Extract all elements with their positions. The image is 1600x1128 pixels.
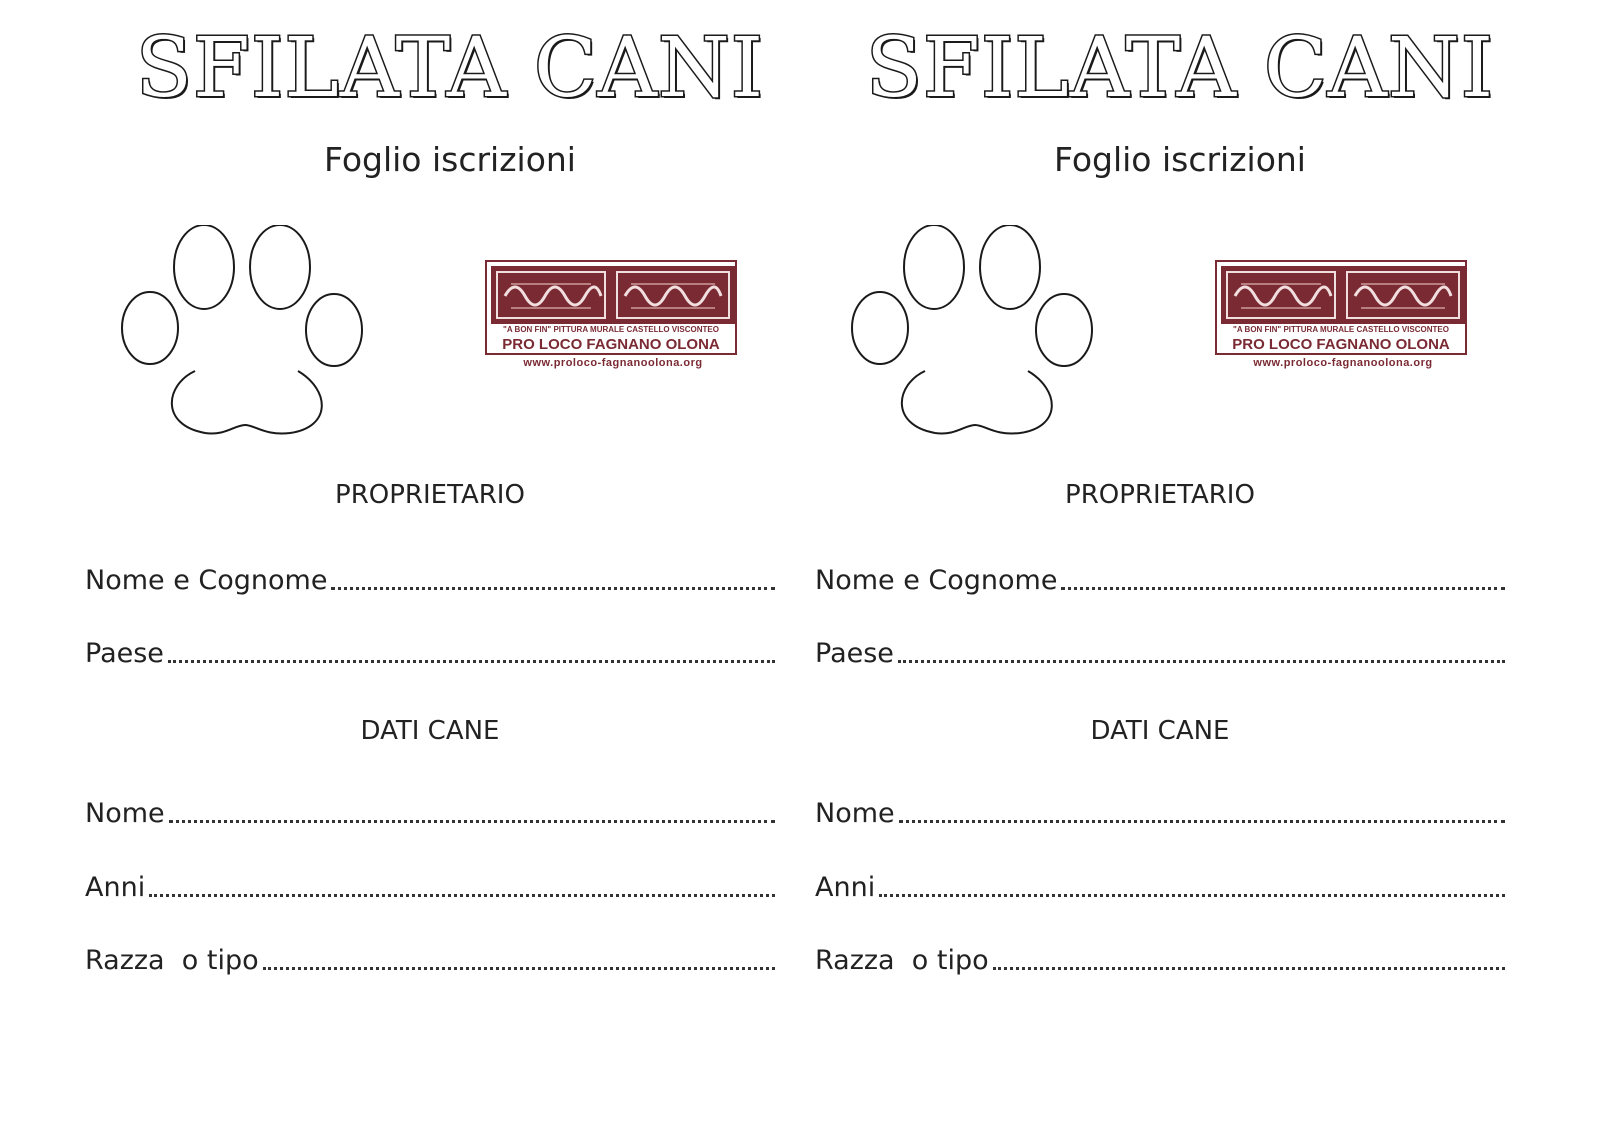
dotted-line bbox=[263, 967, 775, 970]
dog-age-field[interactable] bbox=[815, 865, 1505, 901]
field-label: Paese bbox=[815, 638, 894, 669]
logo-artwork bbox=[1221, 266, 1465, 324]
field-label: Nome e Cognome bbox=[85, 565, 328, 596]
paw-print-icon bbox=[120, 225, 370, 445]
dotted-line bbox=[993, 967, 1505, 970]
field-label: Razza o tipo bbox=[815, 945, 989, 976]
logo-tagline: "A BON FIN" PITTURA MURALE CASTELLO VISCONTEO bbox=[503, 325, 719, 334]
field-label: Nome bbox=[85, 798, 165, 829]
registration-form-left bbox=[80, 0, 820, 1100]
dotted-line bbox=[899, 820, 1505, 823]
form-title: SFILATA CANI bbox=[135, 21, 765, 116]
pro-loco-logo bbox=[1215, 260, 1471, 380]
owner-name-field[interactable] bbox=[85, 558, 775, 594]
dotted-line bbox=[898, 660, 1505, 663]
dotted-line bbox=[149, 894, 775, 897]
owner-name-field[interactable] bbox=[815, 558, 1505, 594]
dotted-line bbox=[168, 660, 775, 663]
field-label: Nome bbox=[815, 798, 895, 829]
logo-url: www.proloco-fagnanoolona.org bbox=[523, 357, 703, 369]
pro-loco-logo bbox=[485, 260, 741, 380]
logo-name: PRO LOCO FAGNANO OLONA bbox=[1232, 336, 1450, 353]
dog-breed-field[interactable] bbox=[815, 938, 1505, 974]
owner-town-field[interactable] bbox=[815, 631, 1505, 667]
field-label: Paese bbox=[85, 638, 164, 669]
logo-name: PRO LOCO FAGNANO OLONA bbox=[502, 336, 720, 353]
dotted-line bbox=[331, 587, 775, 590]
dotted-line bbox=[1061, 587, 1505, 590]
dog-age-field[interactable] bbox=[85, 865, 775, 901]
dog-breed-field[interactable] bbox=[85, 938, 775, 974]
logo-tagline: "A BON FIN" PITTURA MURALE CASTELLO VISCONTEO bbox=[1233, 325, 1449, 334]
form-title: SFILATA CANI bbox=[865, 21, 1495, 116]
logo-artwork bbox=[491, 266, 735, 324]
paw-print-icon bbox=[850, 225, 1100, 445]
form-subtitle: Foglio iscrizioni bbox=[324, 140, 576, 179]
logo-url: www.proloco-fagnanoolona.org bbox=[1253, 357, 1433, 369]
owner-section-heading: PROPRIETARIO bbox=[335, 480, 525, 510]
dog-name-field[interactable] bbox=[815, 791, 1505, 827]
dog-name-field[interactable] bbox=[85, 791, 775, 827]
field-label: Anni bbox=[85, 872, 146, 903]
form-subtitle: Foglio iscrizioni bbox=[1054, 140, 1306, 179]
registration-form-right bbox=[810, 0, 1550, 1100]
dog-section-heading: DATI CANE bbox=[1090, 716, 1230, 746]
logo-frame bbox=[485, 260, 737, 355]
field-label: Nome e Cognome bbox=[815, 565, 1058, 596]
dotted-line bbox=[169, 820, 775, 823]
field-label: Anni bbox=[815, 872, 876, 903]
owner-section-heading: PROPRIETARIO bbox=[1065, 480, 1255, 510]
field-label: Razza o tipo bbox=[85, 945, 259, 976]
dotted-line bbox=[879, 894, 1505, 897]
dog-section-heading: DATI CANE bbox=[360, 716, 500, 746]
owner-town-field[interactable] bbox=[85, 631, 775, 667]
logo-frame bbox=[1215, 260, 1467, 355]
